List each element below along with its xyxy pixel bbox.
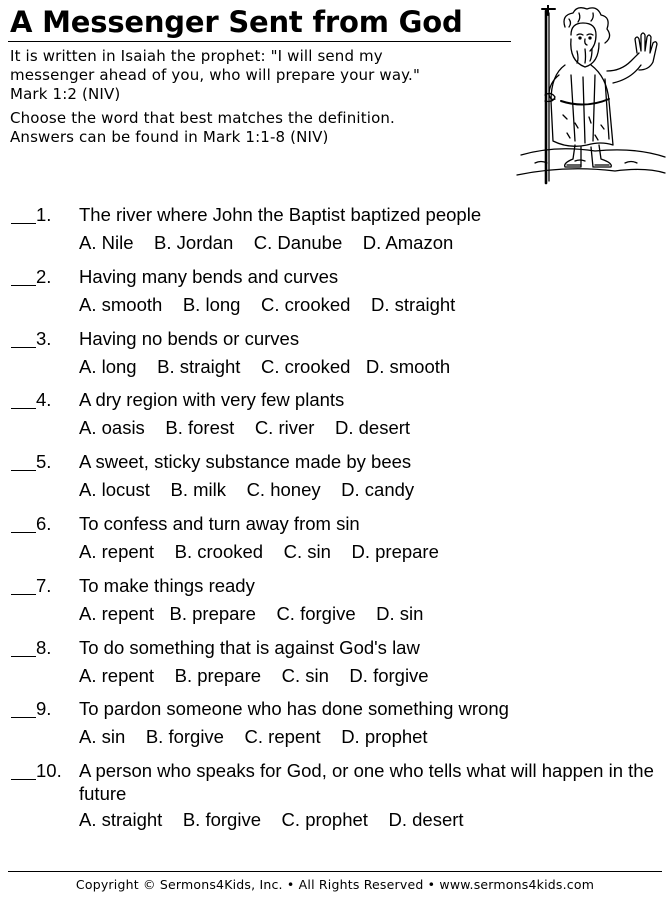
question-definition: To pardon someone who has done something wrong: [79, 698, 509, 719]
title-divider: [8, 41, 511, 42]
instruction-line-1: Choose the word that best matches the definition.: [10, 109, 395, 127]
question-definition: Having many bends and curves: [79, 266, 339, 287]
answer-blank[interactable]: [11, 656, 36, 657]
question-definition: To do something that is against God's law: [79, 637, 420, 658]
question-number: 2.: [36, 266, 52, 287]
question-number: 4.: [36, 389, 52, 410]
answer-options: A. repent B. prepare C. sin D. forgive: [79, 665, 429, 686]
answer-blank[interactable]: [11, 717, 36, 718]
intro-block: [10, 47, 510, 147]
question-definition: To confess and turn away from sin: [79, 513, 360, 534]
question-number: 6.: [36, 513, 52, 534]
question-definition: The river where John the Baptist baptized people: [79, 204, 482, 225]
worksheet-title: A Messenger Sent from God: [10, 5, 463, 39]
john-the-baptist-illustration: [515, 5, 667, 185]
scripture-quote-line-1: It is written in Isaiah the prophet: "I will send my: [10, 47, 383, 65]
question-number: 7.: [36, 575, 52, 596]
question-number: 1.: [36, 204, 52, 225]
question-number: 8.: [36, 637, 52, 658]
question-definition: A sweet, sticky substance made by bees: [79, 451, 412, 472]
answer-blank[interactable]: [11, 285, 36, 286]
question-number: 10.: [36, 760, 62, 781]
question-definition: A person who speaks for God, or one who tells what will happen in the future: [79, 760, 654, 804]
answer-options: A. straight B. forgive C. prophet D. desert: [79, 809, 464, 830]
answer-options: A. locust B. milk C. honey D. candy: [79, 479, 415, 500]
answer-options: A. Nile B. Jordan C. Danube D. Amazon: [79, 232, 454, 253]
question-definition: To make things ready: [79, 575, 255, 596]
answer-blank[interactable]: [11, 594, 36, 595]
question-definition: Having no bends or curves: [79, 328, 300, 349]
question-number: 3.: [36, 328, 52, 349]
answer-blank[interactable]: [11, 470, 36, 471]
footer-divider: [8, 871, 662, 872]
answer-blank[interactable]: [11, 532, 36, 533]
answer-options: A. repent B. prepare C. forgive D. sin: [79, 603, 424, 624]
question-definition: A dry region with very few plants: [79, 389, 345, 410]
answer-blank[interactable]: [11, 347, 36, 348]
answer-options: A. long B. straight C. crooked D. smooth: [79, 356, 451, 377]
answer-options: A. oasis B. forest C. river D. desert: [79, 417, 411, 438]
answer-options: A. sin B. forgive C. repent D. prophet: [79, 726, 428, 747]
scripture-quote-line-2: messenger ahead of you, who will prepare your way.": [10, 66, 421, 84]
scripture-reference: Mark 1:2 (NIV): [10, 85, 121, 103]
answer-blank[interactable]: [11, 223, 36, 224]
answer-blank[interactable]: [11, 408, 36, 409]
answer-options: A. repent B. crooked C. sin D. prepare: [79, 541, 439, 562]
answer-blank[interactable]: [11, 779, 36, 780]
instruction-line-2: Answers can be found in Mark 1:1-8 (NIV): [10, 128, 329, 146]
question-number: 5.: [36, 451, 52, 472]
question-number: 9.: [36, 698, 52, 719]
answer-options: A. smooth B. long C. crooked D. straight: [79, 294, 456, 315]
copyright-footer: Copyright © Sermons4Kids, Inc. • All Rights Reserved • www.sermons4kids.com: [75, 877, 595, 892]
